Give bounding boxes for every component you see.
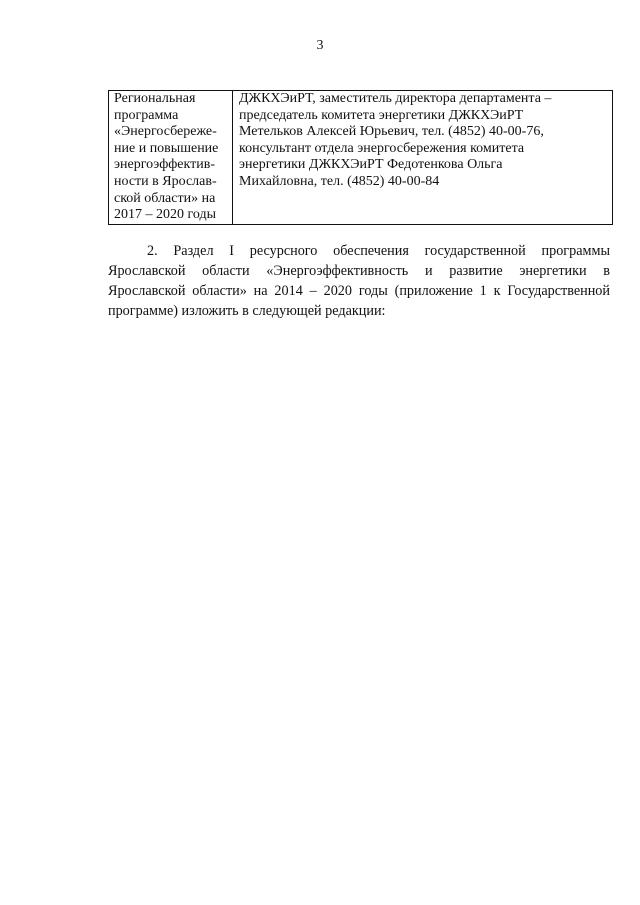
program-name-line: «Энергосбереже- [114,124,217,140]
program-name-line: ской области» на [114,190,216,206]
responsible-contacts-cell [233,91,613,225]
program-name-line: ние и повышение [114,140,219,156]
table-row [109,91,613,225]
page-number: 3 [316,38,324,53]
program-name-line: 2017 – 2020 годы [114,207,217,223]
program-name-line: Региональная [114,91,196,106]
program-name-line: энергоэффектив- [114,157,215,173]
paragraph-line: Ярославской области «Энергоэффективность и развитие энергетики в [108,263,610,279]
paragraph-line: Ярославской области» на 2014 – 2020 годы (приложение 1 к Государственной [108,283,610,299]
paragraph-line: 2. Раздел I ресурсного обеспечения государственной программы [147,243,610,259]
contact-line: консультант отдела энергосбережения комитета [239,140,525,156]
contact-line: Михайловна, тел. (4852) 40-00-84 [239,173,440,189]
contact-line: Метельков Алексей Юрьевич, тел. (4852) 40-00-76, [239,124,544,140]
contact-line: ДЖКХЭиРТ, заместитель директора департамента – [239,91,552,106]
program-name-cell [109,91,233,225]
contact-line: энергетики ДЖКХЭиРТ Федотенкова Ольга [239,157,503,173]
amendment-paragraph [108,241,610,321]
paragraph-line: программе) изложить в следующей редакции: [108,303,386,319]
responsible-persons-table [108,90,613,225]
contact-line: председатель комитета энергетики ДЖКХЭиРТ [239,107,524,123]
program-name-line: ности в Ярослав- [114,173,217,189]
program-name-line: программа [114,107,179,123]
